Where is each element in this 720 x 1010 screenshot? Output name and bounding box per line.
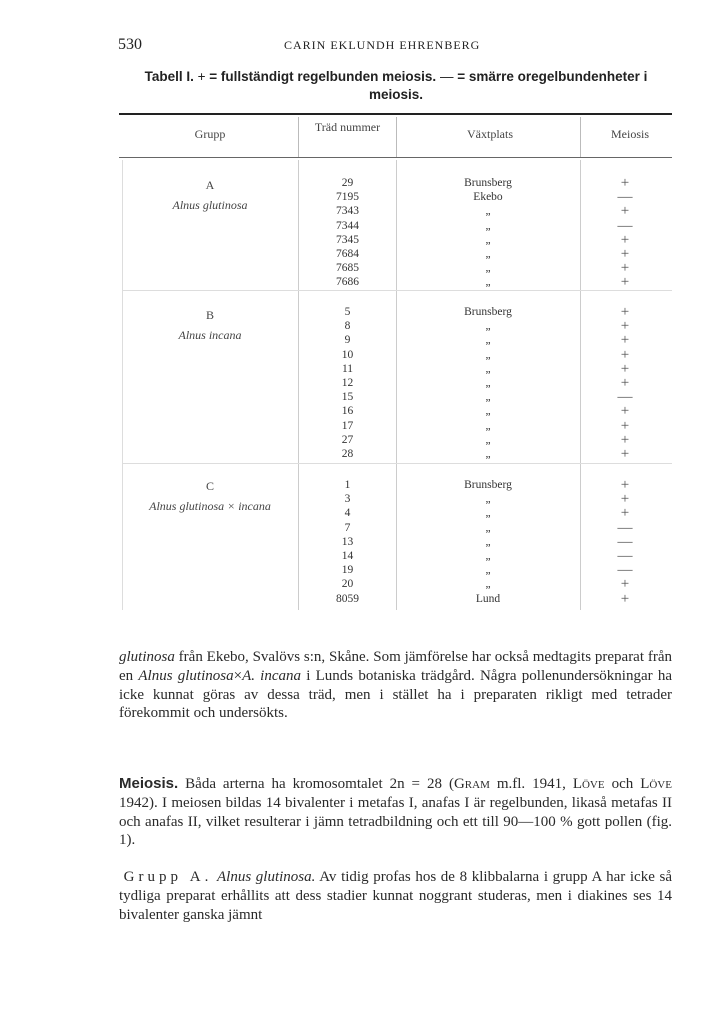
meiosis-mark: + [620,318,630,335]
col-header-meiosis: Meiosis [610,127,649,141]
section-heading-meiosis: Meiosis. [119,775,179,792]
column-divider [298,117,299,157]
column-divider [396,160,397,610]
meiosis-mark: + [620,590,630,607]
tree-number: 7345 [336,233,359,246]
group-species: Alnus glutinosa × incana [149,499,271,513]
tree-number: 7343 [336,205,359,218]
meiosis-mark: + [620,477,630,493]
col-header-trad-nummer: Träd nummer [314,120,381,134]
subsection-heading: Grupp A. [123,869,213,885]
text-run: i Lunds botaniska trädgård. Några pollenundersökningar ha icke kunnat göras av dessa träd, men i stället ha i preparaten rikligt med tetrader förekommit och undersökts. [119,667,672,722]
tree-number: 28 [341,447,354,460]
tree-number: 4 [344,507,351,520]
meiosis-mark: + [620,360,630,377]
col-header-grupp: Grupp [194,127,226,141]
tree-number: 10 [341,348,354,361]
growth-place: „ [485,376,491,389]
growth-place: „ [485,447,491,460]
group-species: Alnus glutinosa [172,198,248,212]
text-run: × [233,667,243,684]
growth-place: „ [485,493,491,506]
group-b-places [438,305,538,461]
tree-number: 7686 [336,276,359,289]
growth-place: „ [485,320,491,333]
group-a-numbers [310,176,385,290]
page-number: 530 [118,36,142,53]
tree-number: 13 [341,535,354,548]
tree-number: 7685 [336,262,359,275]
meiosis-mark: — [617,519,633,536]
group-species: Alnus incana [178,328,242,342]
meiosis-mark: + [620,304,630,320]
tree-number: 8059 [336,592,359,605]
group-a-meiosis [600,176,650,290]
text-run: m.fl. 1941, [489,776,573,792]
tree-number: 7344 [336,219,359,232]
column-divider [396,117,397,157]
meiosis-mark: + [620,576,630,593]
group-a-label [125,175,295,215]
tree-number: 27 [341,433,354,446]
paragraph-samples [119,648,672,723]
group-c-meiosis [600,478,650,606]
growth-place: „ [485,348,491,361]
meiosis-mark: + [620,260,630,277]
tree-number: 17 [341,419,354,432]
italic-term: A. incana [242,667,302,684]
meiosis-mark: + [620,175,630,191]
growth-place: Brunsberg [464,479,512,491]
meiosis-mark: + [620,505,630,522]
column-divider [580,160,581,610]
growth-place: „ [485,507,491,520]
caption-minus-symbol: — [439,69,454,84]
tree-number: 3 [344,493,351,506]
italic-term: Alnus glutinosa. [217,869,316,885]
tree-number: 7684 [336,247,359,260]
meiosis-mark: — [617,547,633,564]
group-b-numbers [310,305,385,461]
meiosis-mark: + [620,332,630,349]
paragraph-meiosis [119,775,672,850]
meiosis-mark: + [620,346,630,363]
growth-place: „ [485,549,491,562]
growth-place: „ [485,219,491,232]
caption-minus-text: = smärre oregelbundenheter i meiosis. [368,69,648,102]
group-c-places [438,478,538,606]
text-run: och [604,776,641,792]
group-c-label [122,476,298,516]
group-b-label [125,305,295,345]
tree-number: 15 [341,391,354,404]
tree-number: 7 [344,521,351,534]
tree-number: 5 [344,306,351,318]
table-header-rule [119,157,672,158]
meiosis-mark: + [620,403,630,420]
group-letter: B [205,308,214,322]
growth-place: Brunsberg [464,306,512,318]
group-letter: A [205,178,215,192]
text-run: Båda arterna ha kromosomtalet 2n = 28 ( [178,776,454,792]
caption-plus-text: = fullständigt regelbunden meiosis. [209,69,437,84]
tree-number: 9 [344,334,351,347]
citation-author: Löve [640,776,672,792]
growth-place: „ [485,564,491,577]
meiosis-mark: — [617,562,633,579]
tree-number: 11 [341,362,354,375]
caption-plus-symbol: + [197,69,206,84]
table-top-rule [119,113,672,115]
meiosis-mark: + [620,445,630,462]
growth-place: „ [485,419,491,432]
group-letter: C [205,479,214,493]
running-head: CARIN EKLUNDH EHRENBERG [284,38,481,52]
group-a-places [438,176,538,290]
text-run: Av tidig profas hos de 8 klibbalarna i grupp A har icke så tydliga preparat erhållits att dess stadier kunnat noggrant studeras, men i diakines ses 14 bivalenter ganska jämnt [119,869,672,923]
col-header-vaxtplats: Växtplats [467,127,513,141]
italic-term: Alnus glutinosa [138,667,234,684]
column-divider [122,160,123,610]
growth-place: Brunsberg [464,177,512,189]
growth-place: „ [485,262,491,275]
tree-number: 1 [344,479,351,491]
table-caption [120,68,672,104]
text-run: 1942). I meiosen bildas 14 bivalenter i metafas I, anafas I är regelbunden, likaså metafas II och anafas II, vilket resulterar i jämn tetradbildning och ett till 90—100 % gott pollen (fig. 1). [119,794,672,849]
tree-number: 16 [341,405,354,418]
growth-place: „ [485,362,491,375]
growth-place: „ [485,535,491,548]
growth-place: Ekebo [473,191,503,204]
group-separator [122,463,672,464]
meiosis-mark: — [617,217,633,234]
growth-place: „ [485,433,491,446]
meiosis-mark: + [620,431,630,448]
growth-place: „ [485,334,491,347]
citation-author: Löve [572,776,605,792]
meiosis-mark: + [620,231,630,248]
meiosis-mark: — [617,533,633,550]
growth-place: Lund [475,592,501,605]
group-c-numbers [310,478,385,606]
column-divider [580,117,581,157]
growth-place: „ [485,521,491,534]
meiosis-mark: + [620,491,630,508]
growth-place: „ [485,391,491,404]
tree-number: 12 [341,376,354,389]
meiosis-mark: + [620,245,630,262]
growth-place: „ [485,276,491,289]
tree-number: 7195 [336,191,359,204]
meiosis-mark: + [620,274,630,291]
tree-number: 14 [341,549,354,562]
tree-number: 20 [341,578,354,591]
tree-number: 19 [341,564,354,577]
tree-number: 29 [341,177,354,189]
citation-author: Gram [453,776,490,792]
meiosis-mark: — [617,389,633,406]
growth-place: „ [485,247,491,260]
meiosis-mark: + [620,203,630,220]
growth-place: „ [485,578,491,591]
column-divider [298,160,299,610]
tree-number: 8 [344,320,351,333]
meiosis-mark: + [620,374,630,391]
meiosis-mark: — [617,189,633,206]
italic-term: glutinosa [119,649,175,665]
growth-place: „ [485,233,491,246]
paragraph-grupp-a [119,868,672,924]
group-b-meiosis [600,305,650,461]
text-run: från Ekebo, Svalövs s:n, Skåne. Som jämförelse har också medtagits preparat från en [119,649,672,684]
meiosis-mark: + [620,417,630,434]
caption-label: Tabell I. [144,69,194,84]
group-separator [122,290,672,291]
growth-place: „ [485,405,491,418]
growth-place: „ [485,205,491,218]
